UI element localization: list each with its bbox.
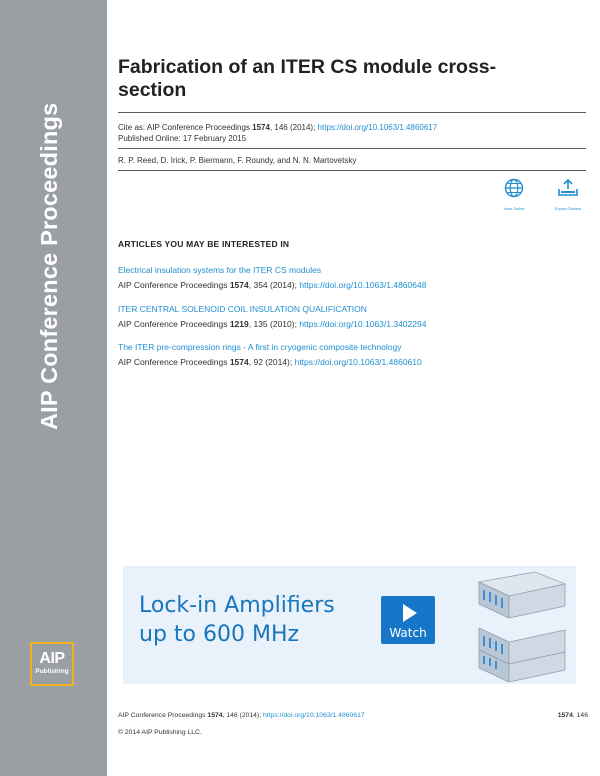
related-article-title-link[interactable]: ITER CENTRAL SOLENOID COIL INSULATION QUALIFICATION: [118, 304, 367, 314]
published-date: Published Online: 17 February 2015: [118, 134, 247, 143]
related-article: [118, 304, 588, 330]
page-volume: 1574: [557, 712, 573, 719]
ad-headline: [139, 591, 335, 649]
footer-doi-link[interactable]: https://doi.org/10.1063/1.4860617: [262, 712, 365, 719]
reference-doi-link[interactable]: https://doi.org/10.1063/1.3402294: [299, 319, 427, 329]
citation-suffix: , 146 (2014);: [269, 123, 318, 132]
divider: [118, 148, 586, 149]
related-article-reference: [118, 357, 588, 368]
logo-text: AIP: [39, 650, 65, 667]
related-article: [118, 265, 588, 291]
globe-icon: [504, 178, 524, 198]
logo-subtext: Publishing: [35, 668, 69, 675]
citation-doi-link[interactable]: https://doi.org/10.1063/1.4860617: [317, 123, 438, 132]
sidebar: [0, 0, 107, 776]
authors[interactable]: R. P. Reed, D. Irick, P. Biermann, F. Roundy, and N. N. Martovetsky: [118, 156, 357, 165]
reference-volume: 1574: [229, 357, 249, 367]
ad-line-1: Lock-in Amplifiers: [139, 593, 335, 618]
play-icon: [398, 602, 420, 624]
journal-title: AIP Conference Proceedings: [36, 102, 62, 430]
reference-doi-link[interactable]: https://doi.org/10.1063/1.4860610: [294, 357, 422, 367]
page-reference: [558, 712, 588, 719]
reference-prefix: AIP Conference Proceedings: [118, 280, 230, 290]
divider: [118, 112, 586, 113]
related-article-title-link[interactable]: Electrical insulation systems for the ITER CS modules: [118, 265, 322, 275]
related-article-reference: [118, 280, 588, 291]
citation-volume: 1574: [252, 123, 270, 132]
reference-suffix: , 135 (2010);: [248, 319, 300, 329]
watch-button[interactable]: [381, 596, 435, 644]
related-article: [118, 342, 588, 368]
export-icon: [557, 178, 579, 198]
footer-suffix: , 146 (2014);: [222, 712, 263, 719]
view-online-label: View Online: [503, 206, 525, 211]
view-online-button[interactable]: [494, 178, 534, 211]
related-article-reference: [118, 319, 588, 330]
page-number: , 146: [572, 712, 588, 719]
reference-prefix: AIP Conference Proceedings: [118, 357, 230, 367]
citation-line: [118, 123, 437, 133]
article-title: Fabrication of an ITER CS module cross-section: [118, 56, 497, 101]
ad-line-2: up to 600 MHz: [139, 622, 300, 647]
citation-prefix: Cite as: AIP Conference Proceedings: [118, 123, 253, 132]
aip-publishing-logo[interactable]: [30, 642, 74, 686]
reference-volume: 1219: [229, 319, 249, 329]
footer-prefix: AIP Conference Proceedings: [118, 712, 208, 719]
reference-suffix: , 354 (2014);: [248, 280, 300, 290]
divider: [118, 170, 586, 171]
reference-volume: 1574: [229, 280, 249, 290]
related-articles-heading: ARTICLES YOU MAY BE INTERESTED IN: [118, 239, 290, 249]
footer-volume: 1574: [207, 712, 223, 719]
reference-suffix: , 92 (2014);: [248, 357, 295, 367]
instrument-image: [465, 570, 571, 682]
advertisement-banner[interactable]: [123, 566, 576, 684]
related-article-title-link[interactable]: The ITER pre-compression rings - A first in cryogenic composite technology: [118, 342, 402, 352]
export-citation-button[interactable]: [548, 178, 588, 211]
export-citation-label: Export Citation: [554, 206, 582, 211]
footer-citation: [118, 712, 365, 719]
copyright: © 2014 AIP Publishing LLC.: [118, 729, 202, 736]
watch-label: Watch: [389, 626, 427, 640]
reference-doi-link[interactable]: https://doi.org/10.1063/1.4860648: [299, 280, 427, 290]
reference-prefix: AIP Conference Proceedings: [118, 319, 230, 329]
